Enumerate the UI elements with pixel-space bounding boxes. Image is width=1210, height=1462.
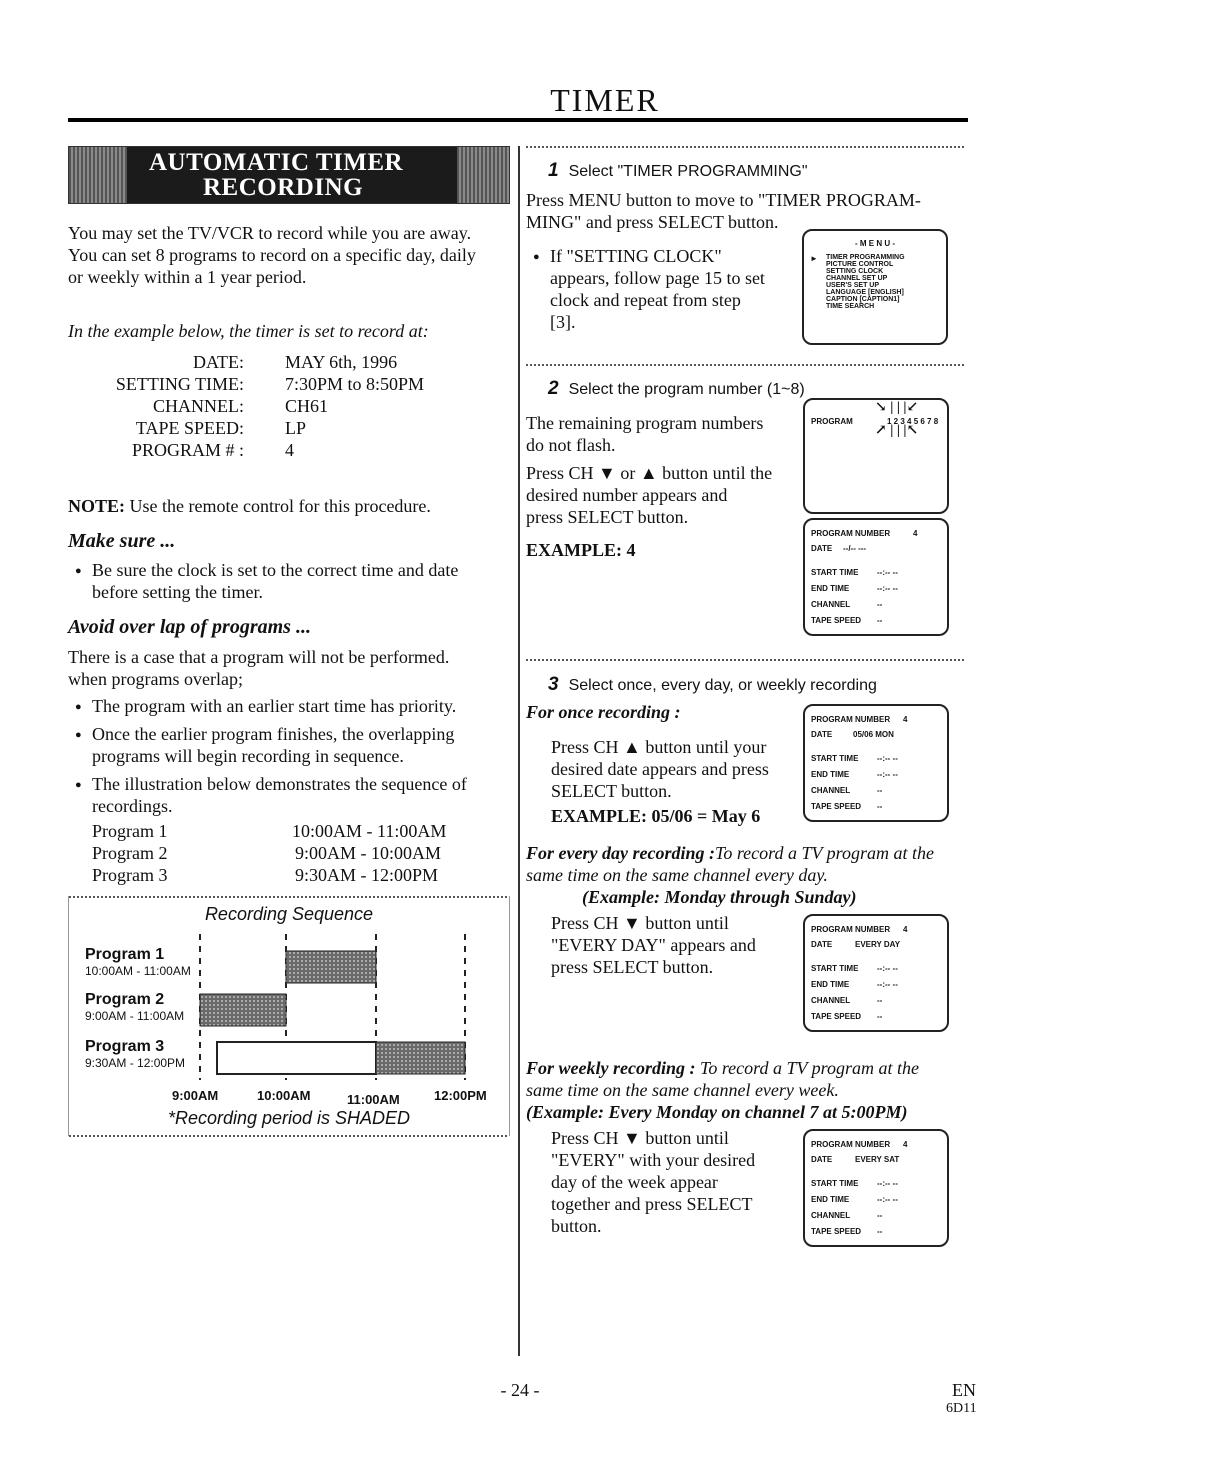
settings-row: PROGRAM # : 4 [131,440,294,460]
step3-heading: 3 Select once, every day, or weekly recording [548,674,877,695]
step1-bullet: ● If "SETTING CLOCK" appears, follow page 15 to set clock and repeat from step [3]. [550,245,790,333]
seq-row-1: Program 1 10:00AM - 11:00AM [85,946,191,978]
program-form-screen: PROGRAM NUMBER 4 DATE --/-- --- START TIME --:-- -- END TIME --:-- -- CHANNEL -- TAPE SPEED -- [803,518,949,636]
every-day-intro: For every day recording :To record a TV program at the same time on the same channel every day. (Example: Monday through Sunday) [526,843,934,907]
step1-text: Press MENU button to move to "TIMER PROGRAM- MING" and press SELECT button. [526,190,921,232]
program-row: Program 2 9:00AM - 10:00AM [92,843,442,863]
program-2-bar [200,994,286,1026]
every-day-text: Press CH ▼ button until "EVERY DAY" appears and press SELECT button. [551,913,756,977]
once-example: EXAMPLE: 05/06 = May 6 [551,806,761,826]
section-header-line1: AUTOMATIC TIMER [149,149,404,176]
section-header [68,146,510,204]
flash-icon: ↗ | | |↖ [875,423,919,438]
settings-row: CHANNEL: CH61 [153,396,329,416]
axis-tick: 9:00AM [172,1088,219,1103]
avoid-bullets: ● The program with an earlier start time has priority. ● Once the earlier program finishes, the overlapping programs will begin recording in sequence. ● The illustration below demonstrates the sequence of recordings. [92,695,512,817]
bullet-item: ● The program with an earlier start time has priority. [92,695,512,717]
program-numbers: 1 2 3 4 5 6 7 8 [887,417,939,426]
step1-heading: 1 Select "TIMER PROGRAMMING" [548,160,808,181]
axis-tick: 11:00AM [347,1092,400,1107]
title-rule [68,118,968,122]
seq-row-2: Program 2 9:00AM - 11:00AM [85,991,185,1023]
program-row: Program 1 10:00AM - 11:00AM [92,821,447,841]
weekly-text: Press CH ▼ button until "EVERY" with your desired day of the week appear together and press SELECT button. [551,1128,756,1236]
menu-cursor-icon: ► [810,254,818,263]
sequence-title: Recording Sequence [204,904,374,924]
make-sure-heading: Make sure ... [68,530,176,552]
bullet-item: ● Once the earlier program finishes, the overlapping [92,723,512,745]
page-number: - 24 - [500,1380,540,1400]
step-divider [526,659,966,661]
menu-list: TIMER PROGRAMMING PICTURE CONTROL SETTING CLOCK CHANNEL SET UP USER'S SET UP LANGUAGE [ENGLISH] CAPTION [CAPTION1] TIME SEARCH [826,254,905,310]
avoid-text: There is a case that a program will not be performed. when programs overlap; [68,647,450,689]
column-divider [518,146,520,1356]
step-divider [526,364,966,366]
weekly-intro: For weekly recording : To record a TV program at the same time on the same channel every week. (Example: Every Monday on channel 7 at 5:00PM) [526,1058,920,1122]
model-code: 6D11 [946,1401,977,1416]
flash-icon: ↘ | | |↙ [875,400,919,415]
intro-text: You may set the TV/VCR to record while you are away. You can set 8 programs to record on a specific day, daily or weekly within a 1 year period. [68,223,476,287]
section-header-line2: RECORDING [203,174,364,201]
program-3-bar-empty [217,1042,376,1074]
once-text: Press CH ▲ button until your desired date appears and press SELECT button. [551,737,769,801]
once-form-screen: PROGRAM NUMBER 4 DATE 05/06 MON START TIME --:-- -- END TIME --:-- -- CHANNEL -- TAPE SPEED -- [803,704,949,822]
sequence-footnote: *Recording period is SHADED [167,1108,411,1128]
step2-heading: 2 Select the program number (1~8) [548,378,805,399]
settings-table [68,351,508,461]
recording-sequence-diagram [68,896,510,1136]
seq-row-3: Program 3 9:30AM - 12:00PM [85,1038,186,1070]
program-select-screen: PROGRAM 1 2 3 4 5 6 7 8 ↘ | | |↙ ↗ | | |↖ [803,398,949,514]
axis-tick: 10:00AM [257,1088,311,1103]
make-sure-bullet: ● Be sure the clock is set to the correct time and date before setting the timer. [92,559,512,603]
program-3-bar [376,1042,465,1074]
weekly-form-screen: PROGRAM NUMBER 4 DATE EVERY SAT START TIME --:-- -- END TIME --:-- -- CHANNEL -- TAPE SPEED -- [803,1129,949,1247]
program-row: Program 3 9:30AM - 12:00PM [92,865,439,885]
example-intro: In the example below, the timer is set to record at: [68,321,429,341]
avoid-heading: Avoid over lap of programs ... [68,616,311,638]
bullet-item: ● The illustration below demonstrates the sequence of [92,773,512,795]
step-divider [526,146,966,148]
axis-tick: 12:00PM [434,1088,487,1103]
settings-row: SETTING TIME: 7:30PM to 8:50PM [115,374,425,394]
step2-example: EXAMPLE: 4 [526,540,636,560]
program-list [92,820,472,886]
program-1-bar [286,951,376,983]
menu-screen: - M E N U - ► TIMER PROGRAMMING PICTURE CONTROL SETTING CLOCK CHANNEL SET UP USER'S SET UP LANGUAGE [ENGLISH] CAPTION [CAPTION1] TIME SEARCH [802,229,948,345]
settings-row: DATE: MAY 6th, 1996 [193,352,398,372]
once-heading: For once recording : [526,702,681,722]
note: NOTE: Use the remote control for this procedure. [68,496,431,516]
page-title: TIMER [550,82,660,118]
step2-text: The remaining program numbers do not flash. Press CH ▼ or ▲ button until the desired number appears and press SELECT button. [526,413,773,527]
settings-row: TAPE SPEED: LP [135,418,307,438]
language-code: EN [952,1380,976,1400]
every-day-form-screen: PROGRAM NUMBER 4 DATE EVERY DAY START TIME --:-- -- END TIME --:-- -- CHANNEL -- TAPE SPEED -- [803,914,949,1032]
